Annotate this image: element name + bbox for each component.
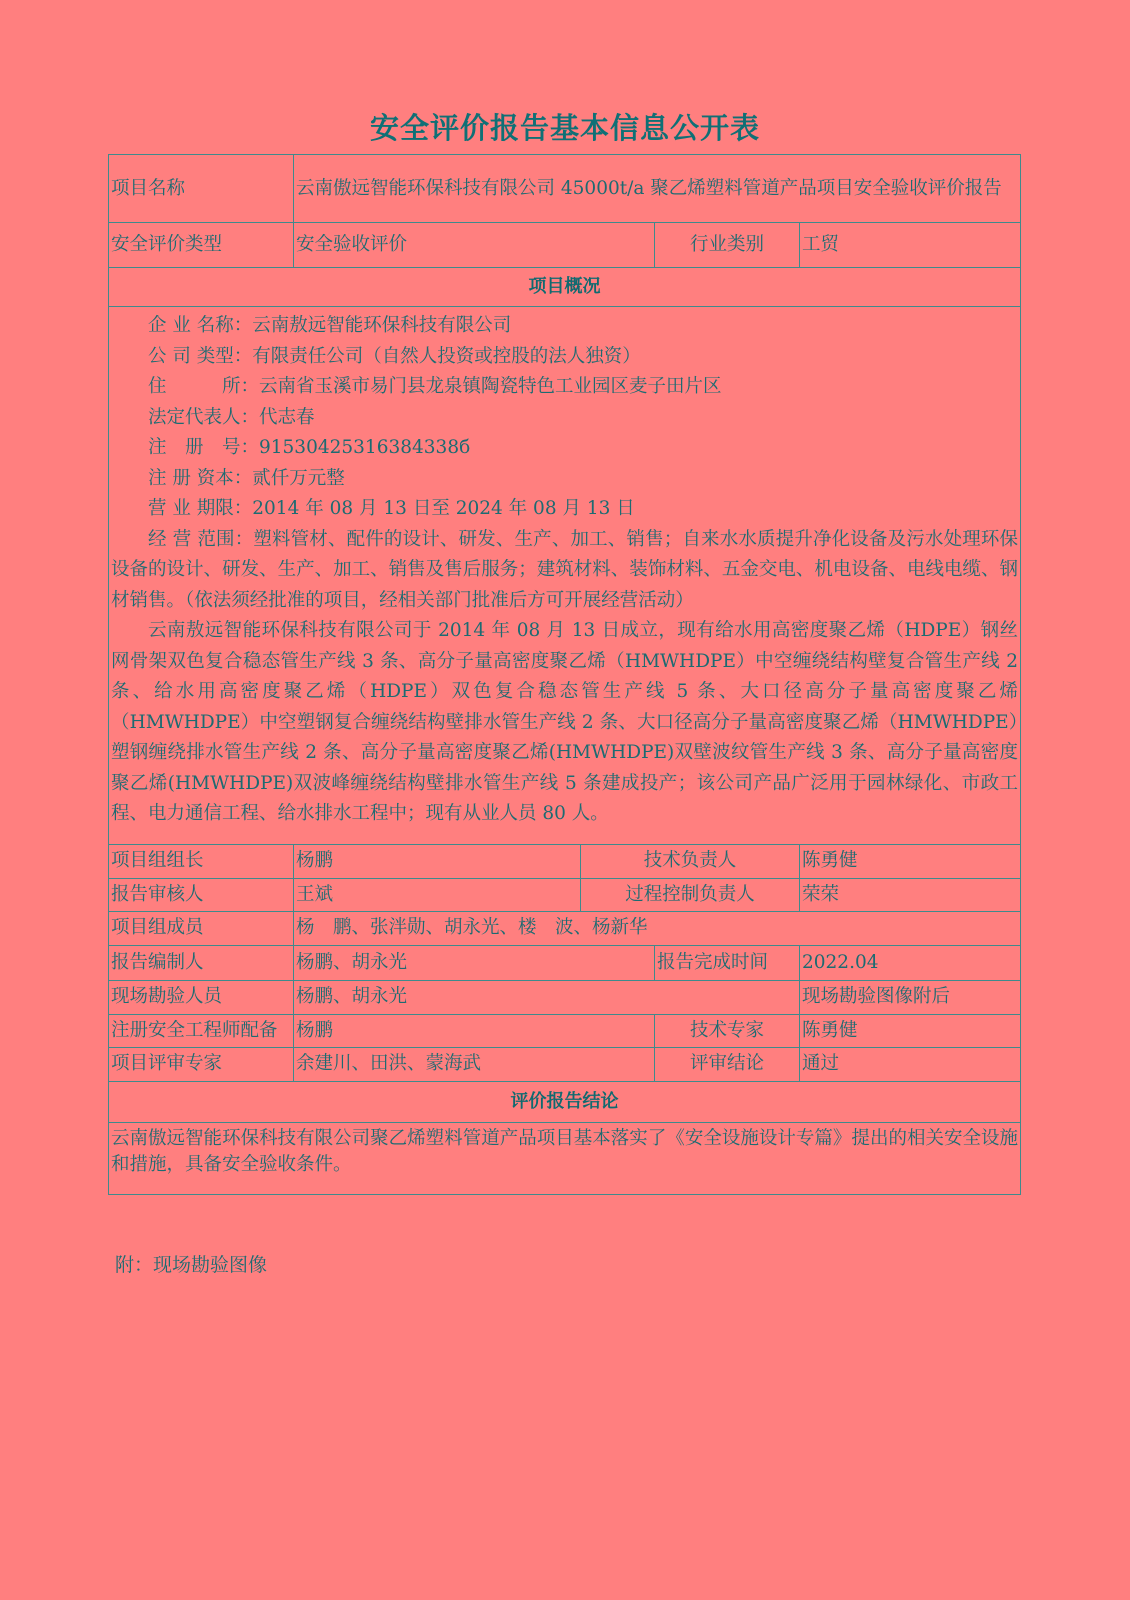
- reg-capital-line: 注 册 资本：贰仟万元整: [148, 467, 345, 489]
- reg-number-line: 注 册 号：91530425316384338б: [148, 437, 471, 458]
- members-label: 项目组成员: [109, 911, 294, 945]
- survey-label: 现场勘验人员: [109, 980, 294, 1014]
- attachment-note: 附：现场勘验图像: [115, 1254, 268, 1276]
- company-description: 云南敖远智能环保科技有限公司于 2014 年 08 月 13 日成立，现有给水用高密度聚乙烯（HDPE）钢丝网骨架双色复合稳态管生产线 3 条、高分子量高密度聚乙烯（HMWHDPE）中空缠绕结构壁复合管生产线 2 条、给水用高密度聚乙烯（HDPE）双色复合稳态管生产线 5 条、大口径高分子量高密度聚乙烯（HMWHDPE）中空塑钢复合缠绕结构壁排水管生产线 2 条、大口径高分子量高密度聚乙烯（HMWHDPE）塑钢缠绕排水管生产线 2 条、高分子量高密度聚乙烯(HMWHDPE)双壁波纹管生产线 3 条、高分子量高密度聚乙烯(HMWHDPE)双波峰缠绕结构壁排水管生产线 5 条建成投产；该公司产品广泛用于园林绿化、市政工程、电力通信工程、给水排水工程中；现有从业人员 80 人。: [111, 620, 1019, 824]
- engineer-value: 杨鹏: [294, 1014, 655, 1047]
- leader-value: 杨鹏: [294, 844, 581, 878]
- review-conclusion-value: 通过: [800, 1047, 1021, 1081]
- industry-label: 行业类别: [655, 223, 800, 268]
- engineer-label: 注册安全工程师配备: [109, 1014, 294, 1047]
- expert-label: 技术专家: [655, 1014, 800, 1047]
- company-type-line: 公 司 类型：有限责任公司（自然人投资或控股的法人独资）: [148, 345, 641, 367]
- leader-label: 项目组组长: [109, 844, 294, 878]
- eval-type-value: 安全验收评价: [294, 223, 655, 268]
- company-name-line: 企 业 名称：云南敖远智能环保科技有限公司: [148, 315, 512, 336]
- completion-label: 报告完成时间: [655, 945, 800, 980]
- members-value: 杨 鹏、张泮勋、胡永光、楼 波、杨新华: [294, 911, 1021, 945]
- author-value: 杨鹏、胡永光: [294, 945, 655, 980]
- overview-heading: 项目概况: [109, 268, 1021, 307]
- overview-content: [109, 307, 1021, 845]
- review-conclusion-label: 评审结论: [655, 1047, 800, 1081]
- process-control-label: 过程控制负责人: [581, 878, 800, 911]
- review-experts-value: 余建川、田洪、蒙海武: [294, 1047, 655, 1081]
- business-scope: 经 营 范围：塑料管材、配件的设计、研发、生产、加工、销售；自来水水质提升净化设备及污水处理环保设备的设计、研发、生产、加工、销售及售后服务；建筑材料、装饰材料、五金交电、机电设备、电线电缆、钢材销售。（依法须经批准的项目，经相关部门批准后方可开展经营活动）: [111, 528, 1019, 611]
- review-experts-label: 项目评审专家: [109, 1047, 294, 1081]
- conclusion-heading: 评价报告结论: [109, 1081, 1021, 1122]
- reviewer-label: 报告审核人: [109, 878, 294, 911]
- conclusion-text: 云南傲远智能环保科技有限公司聚乙烯塑料管道产品项目基本落实了《安全设施设计专篇》提出的相关安全设施和措施，具备安全验收条件。: [109, 1122, 1021, 1194]
- author-label: 报告编制人: [109, 945, 294, 980]
- eval-type-label: 安全评价类型: [109, 223, 294, 268]
- expert-value: 陈勇健: [800, 1014, 1021, 1047]
- page-title: 安全评价报告基本信息公开表: [369, 111, 760, 145]
- tech-lead-label: 技术负责人: [581, 844, 800, 878]
- completion-value: 2022.04: [800, 945, 1021, 980]
- reviewer-value: 王斌: [294, 878, 581, 911]
- address-line: 住 所：云南省玉溪市易门县龙泉镇陶瓷特色工业园区麦子田片区: [148, 376, 722, 397]
- project-name-label: 项目名称: [109, 155, 294, 223]
- legal-rep-line: 法定代表人：代志春: [148, 406, 315, 428]
- survey-note: 现场勘验图像附后: [800, 980, 1021, 1014]
- info-table: [108, 154, 1021, 1195]
- project-name-value: 云南傲远智能环保科技有限公司 45000t/a 聚乙烯塑料管道产品项目安全验收评价报告: [294, 155, 1021, 223]
- survey-value: 杨鹏、胡永光: [294, 980, 800, 1014]
- industry-value: 工贸: [800, 223, 1021, 268]
- process-control-value: 荣荣: [800, 878, 1021, 911]
- tech-lead-value: 陈勇健: [800, 844, 1021, 878]
- business-term-line: 营 业 期限：2014 年 08 月 13 日至 2024 年 08 月 13 日: [148, 498, 635, 519]
